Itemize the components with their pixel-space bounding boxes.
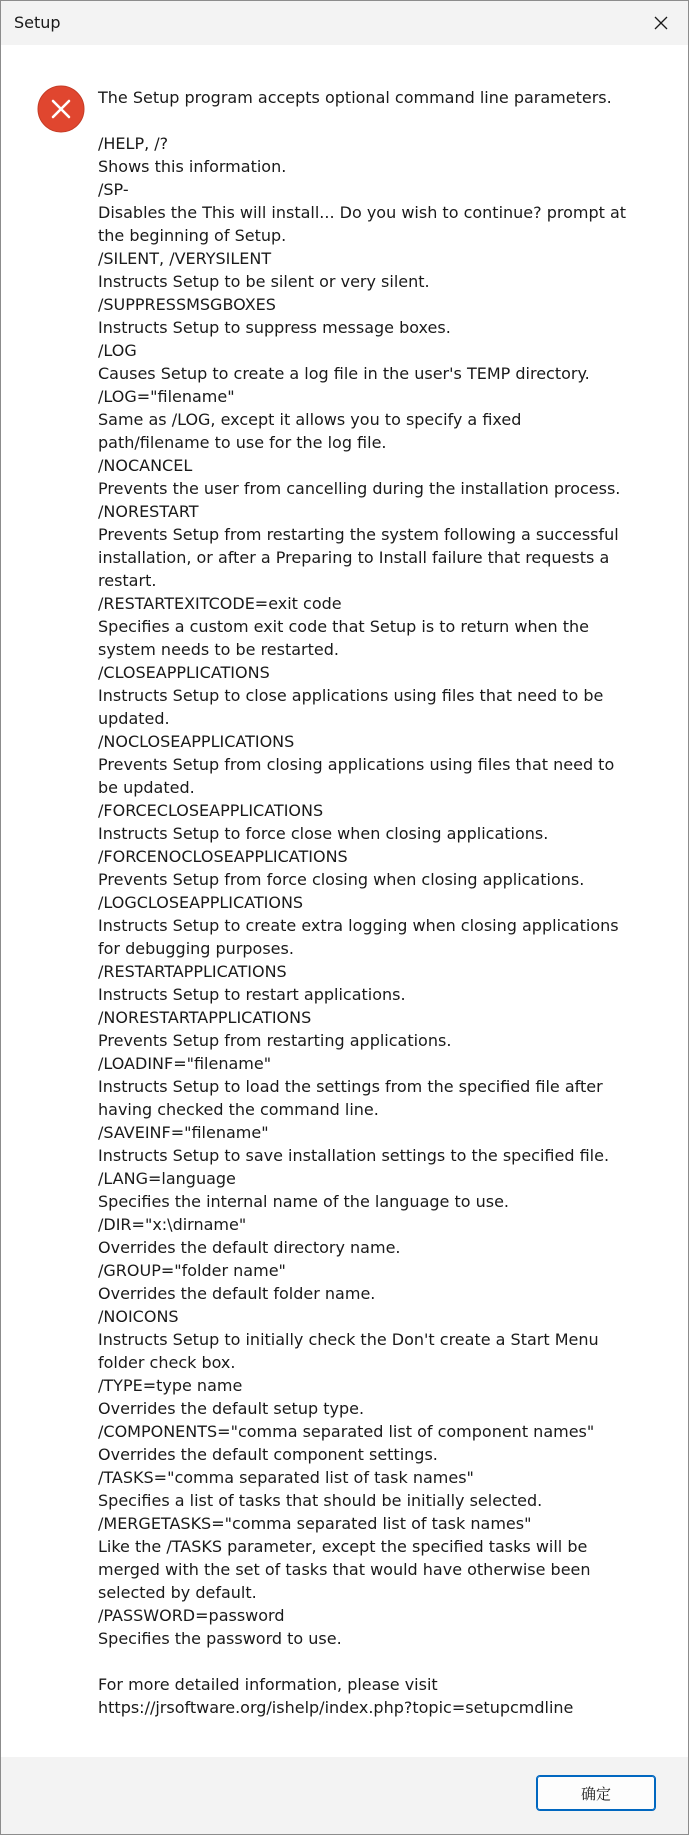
option-description: Specifies the password to use. bbox=[98, 1629, 342, 1648]
help-url: https://jrsoftware.org/ishelp/index.php?topic=setupcmdline bbox=[98, 1698, 574, 1717]
option-param: /NOICONS bbox=[98, 1307, 179, 1326]
option-param: /SUPPRESSMSGBOXES bbox=[98, 295, 276, 314]
option-param: /GROUP="folder name" bbox=[98, 1261, 286, 1280]
title-bar[interactable] bbox=[1, 1, 688, 45]
option-param: /SILENT, /VERYSILENT bbox=[98, 249, 272, 268]
intro-text: The Setup program accepts optional command line parameters. bbox=[98, 88, 612, 107]
option-description: Instructs Setup to be silent or very silent. bbox=[98, 272, 430, 291]
option-description: be updated. bbox=[98, 778, 195, 797]
options-list bbox=[98, 132, 668, 1650]
window-title: Setup bbox=[14, 13, 61, 32]
option-description: Prevents Setup from restarting the system following a successful bbox=[98, 525, 619, 544]
option-description: Instructs Setup to close applications using files that need to be bbox=[98, 686, 604, 705]
option-description: Same as /LOG, except it allows you to specify a fixed bbox=[98, 410, 522, 429]
option-param: /FORCECLOSEAPPLICATIONS bbox=[98, 801, 324, 820]
option-param: /NOCLOSEAPPLICATIONS bbox=[98, 732, 295, 751]
option-description: Disables the This will install... Do you wish to continue? prompt at bbox=[98, 203, 627, 222]
option-param: /NOCANCEL bbox=[98, 456, 193, 475]
option-description: Prevents Setup from restarting applications. bbox=[98, 1031, 452, 1050]
option-param: /MERGETASKS="comma separated list of task names" bbox=[98, 1514, 532, 1533]
option-param: /LOGCLOSEAPPLICATIONS bbox=[98, 893, 304, 912]
option-param: /COMPONENTS="comma separated list of component names" bbox=[98, 1422, 595, 1441]
button-bar bbox=[1, 1757, 688, 1834]
option-param: /LOG bbox=[98, 341, 137, 360]
dialog-content bbox=[1, 45, 688, 1757]
option-description: the beginning of Setup. bbox=[98, 226, 287, 245]
option-description: Overrides the default folder name. bbox=[98, 1284, 376, 1303]
option-param: /TASKS="comma separated list of task names" bbox=[98, 1468, 474, 1487]
option-description: Instructs Setup to suppress message boxes. bbox=[98, 318, 451, 337]
message-text bbox=[98, 86, 668, 1719]
option-description: Instructs Setup to load the settings from the specified file after bbox=[98, 1077, 603, 1096]
option-description: having checked the command line. bbox=[98, 1100, 379, 1119]
option-description: merged with the set of tasks that would have otherwise been bbox=[98, 1560, 591, 1579]
option-description: Specifies a list of tasks that should be initially selected. bbox=[98, 1491, 543, 1510]
option-description: Instructs Setup to create extra logging when closing applications bbox=[98, 916, 619, 935]
option-description: system needs to be restarted. bbox=[98, 640, 339, 659]
option-param: /PASSWORD=password bbox=[98, 1606, 285, 1625]
option-param: /FORCENOCLOSEAPPLICATIONS bbox=[98, 847, 348, 866]
option-description: updated. bbox=[98, 709, 170, 728]
option-param: /NORESTARTAPPLICATIONS bbox=[98, 1008, 312, 1027]
option-description: Overrides the default setup type. bbox=[98, 1399, 365, 1418]
close-icon bbox=[653, 15, 669, 31]
option-description: folder check box. bbox=[98, 1353, 236, 1372]
ok-button[interactable]: 确定 bbox=[536, 1775, 656, 1811]
option-description: for debugging purposes. bbox=[98, 939, 294, 958]
option-description: Prevents the user from cancelling during the installation process. bbox=[98, 479, 621, 498]
footer-text: For more detailed information, please visit bbox=[98, 1675, 438, 1694]
option-description: Overrides the default component settings. bbox=[98, 1445, 438, 1464]
error-x-icon bbox=[37, 85, 85, 133]
option-description: Like the /TASKS parameter, except the specified tasks will be bbox=[98, 1537, 588, 1556]
option-description: Specifies the internal name of the language to use. bbox=[98, 1192, 510, 1211]
option-param: /NORESTART bbox=[98, 502, 199, 521]
option-description: Overrides the default directory name. bbox=[98, 1238, 401, 1257]
option-param: /LOADINF="filename" bbox=[98, 1054, 272, 1073]
close-button[interactable] bbox=[638, 3, 684, 43]
option-description: Instructs Setup to force close when closing applications. bbox=[98, 824, 549, 843]
option-description: Shows this information. bbox=[98, 157, 287, 176]
option-description: Prevents Setup from closing applications using files that need to bbox=[98, 755, 615, 774]
option-param: /LANG=language bbox=[98, 1169, 236, 1188]
option-param: /DIR="x:\dirname" bbox=[98, 1215, 247, 1234]
option-description: Instructs Setup to restart applications. bbox=[98, 985, 406, 1004]
option-param: /SAVEINF="filename" bbox=[98, 1123, 269, 1142]
option-description: Specifies a custom exit code that Setup is to return when the bbox=[98, 617, 589, 636]
option-description: path/filename to use for the log file. bbox=[98, 433, 387, 452]
option-param: /TYPE=type name bbox=[98, 1376, 243, 1395]
option-param: /SP- bbox=[98, 180, 129, 199]
option-description: selected by default. bbox=[98, 1583, 257, 1602]
option-description: Prevents Setup from force closing when closing applications. bbox=[98, 870, 585, 889]
option-param: /LOG="filename" bbox=[98, 387, 235, 406]
option-param: /RESTARTEXITCODE=exit code bbox=[98, 594, 342, 613]
option-param: /RESTARTAPPLICATIONS bbox=[98, 962, 287, 981]
option-description: Instructs Setup to initially check the Don't create a Start Menu bbox=[98, 1330, 599, 1349]
option-param: /HELP, /? bbox=[98, 134, 169, 153]
option-description: Instructs Setup to save installation settings to the specified file. bbox=[98, 1146, 610, 1165]
option-description: installation, or after a Preparing to Install failure that requests a bbox=[98, 548, 610, 567]
option-description: Causes Setup to create a log file in the user's TEMP directory. bbox=[98, 364, 590, 383]
option-param: /CLOSEAPPLICATIONS bbox=[98, 663, 270, 682]
option-description: restart. bbox=[98, 571, 157, 590]
